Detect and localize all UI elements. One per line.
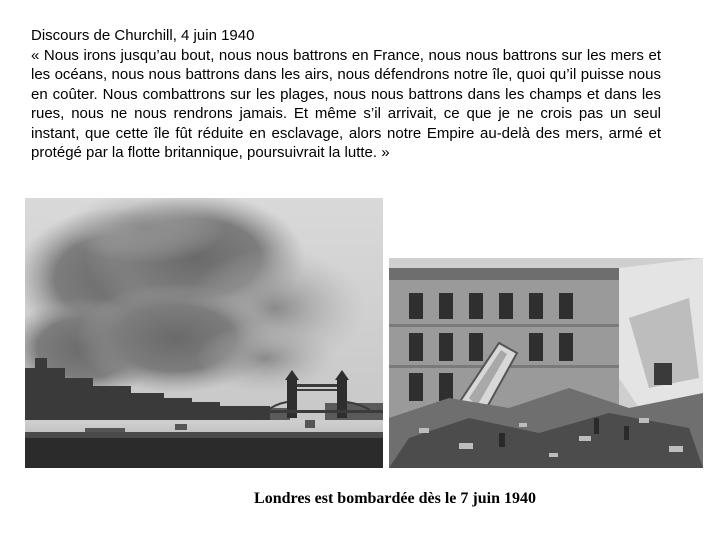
quote-title: Discours de Churchill, 4 juin 1940 <box>31 27 255 44</box>
quote-text: « Nous irons jusqu’au bout, nous nous battrons en France, nous nous battrons sur les mers et les océans, nous nous battrons dans les airs, nous défendrons notre île, quoi qu’il puisse nous en coûter. Nous combattrons sur les plages, nous nous battrons dans les champs et dans les rues, nous ne nous rendrons jamais. Et même s’il arrivait, ce que je ne crois pas un seul instant, que cette île fût réduite en esclavage, alors notre Empire au-delà des mers, armé et protégé par la flotte britannique, poursuivrait la lutte. » <box>31 46 661 161</box>
photo-bombed-ruins <box>389 258 703 468</box>
photo-tower-bridge-smoke <box>25 198 383 468</box>
collapsed-section <box>619 258 703 408</box>
churchill-quote <box>31 26 661 163</box>
foreground-parapet <box>25 436 383 468</box>
photo-caption: Londres est bombardée dès le 7 juin 1940 <box>254 490 536 507</box>
